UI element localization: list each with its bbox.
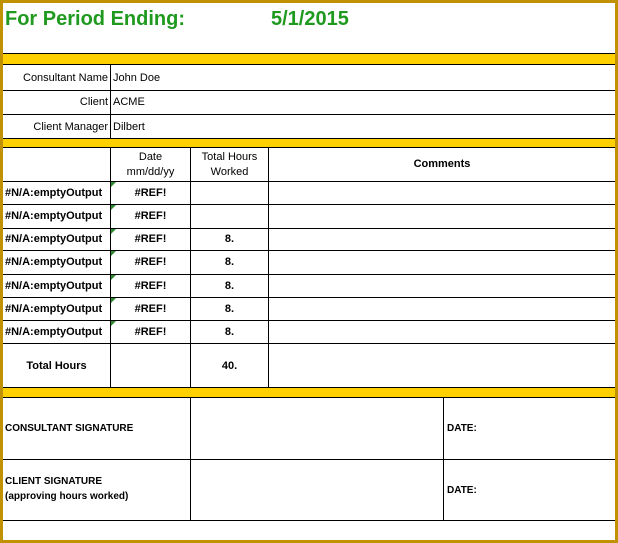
row-label: #N/A:emptyOutput (5, 256, 103, 268)
row-hours[interactable]: 8. (224, 256, 235, 268)
band-bottom (3, 387, 615, 398)
table-row-line (3, 343, 615, 344)
row-date[interactable]: #REF! (134, 233, 167, 245)
period-date: 5/1/2015 (271, 8, 349, 30)
client-manager-value[interactable]: Dilbert (113, 121, 145, 133)
client-date-label: DATE: (447, 485, 477, 496)
total-hours-value: 40. (221, 360, 238, 372)
table-row-line (3, 204, 615, 205)
client-label: Client (79, 96, 108, 108)
consultant-name-label: Consultant Name (23, 72, 108, 84)
table-row-line (3, 181, 615, 182)
period-label: For Period Ending: (5, 8, 185, 30)
client-signature-sublabel: (approving hours worked) (5, 491, 129, 502)
row-date[interactable]: #REF! (134, 326, 167, 338)
row-label: #N/A:emptyOutput (5, 233, 103, 245)
info-divider-2 (3, 114, 615, 115)
row-hours[interactable]: 8. (224, 326, 235, 338)
row-date[interactable]: #REF! (134, 256, 167, 268)
col-date-header-1: Date (138, 151, 163, 163)
row-date[interactable]: #REF! (134, 303, 167, 315)
client-date-field[interactable] (480, 460, 614, 520)
row-label: #N/A:emptyOutput (5, 187, 103, 199)
row-label: #N/A:emptyOutput (5, 210, 103, 222)
table-row-line (3, 297, 615, 298)
table-row-line (3, 274, 615, 275)
table-row-line (3, 228, 615, 229)
consultant-signature-field[interactable] (191, 399, 443, 459)
table-row-line (3, 320, 615, 321)
table-col-divider-3 (268, 148, 269, 387)
client-value[interactable]: ACME (113, 96, 145, 108)
row-hours[interactable]: 8. (224, 303, 235, 315)
row-label: #N/A:emptyOutput (5, 280, 103, 292)
table-row-line (3, 250, 615, 251)
info-divider-1 (3, 90, 615, 91)
row-hours[interactable]: 8. (224, 280, 235, 292)
sig-bottom-line (3, 520, 615, 521)
row-date[interactable]: #REF! (134, 210, 167, 222)
consultant-name-value[interactable]: John Doe (113, 72, 161, 84)
total-hours-label: Total Hours (26, 360, 87, 372)
row-date[interactable]: #REF! (134, 280, 167, 292)
row-label: #N/A:emptyOutput (5, 303, 103, 315)
col-hours-header-1: Total Hours (201, 151, 258, 163)
consultant-signature-label: CONSULTANT SIGNATURE (5, 423, 134, 434)
client-manager-label: Client Manager (33, 121, 108, 133)
client-signature-field[interactable] (191, 460, 443, 520)
client-signature-label: CLIENT SIGNATURE (5, 476, 103, 487)
row-date[interactable]: #REF! (134, 187, 167, 199)
consultant-date-field[interactable] (480, 399, 614, 459)
consultant-date-label: DATE: (447, 423, 477, 434)
col-hours-header-2: Worked (210, 166, 249, 178)
info-col-divider (110, 65, 111, 138)
col-date-header-2: mm/dd/yy (126, 166, 175, 178)
band-middle (3, 138, 615, 148)
band-top (3, 53, 615, 65)
row-label: #N/A:emptyOutput (5, 326, 103, 338)
col-comments-header: Comments (413, 158, 471, 170)
row-hours[interactable]: 8. (224, 233, 235, 245)
